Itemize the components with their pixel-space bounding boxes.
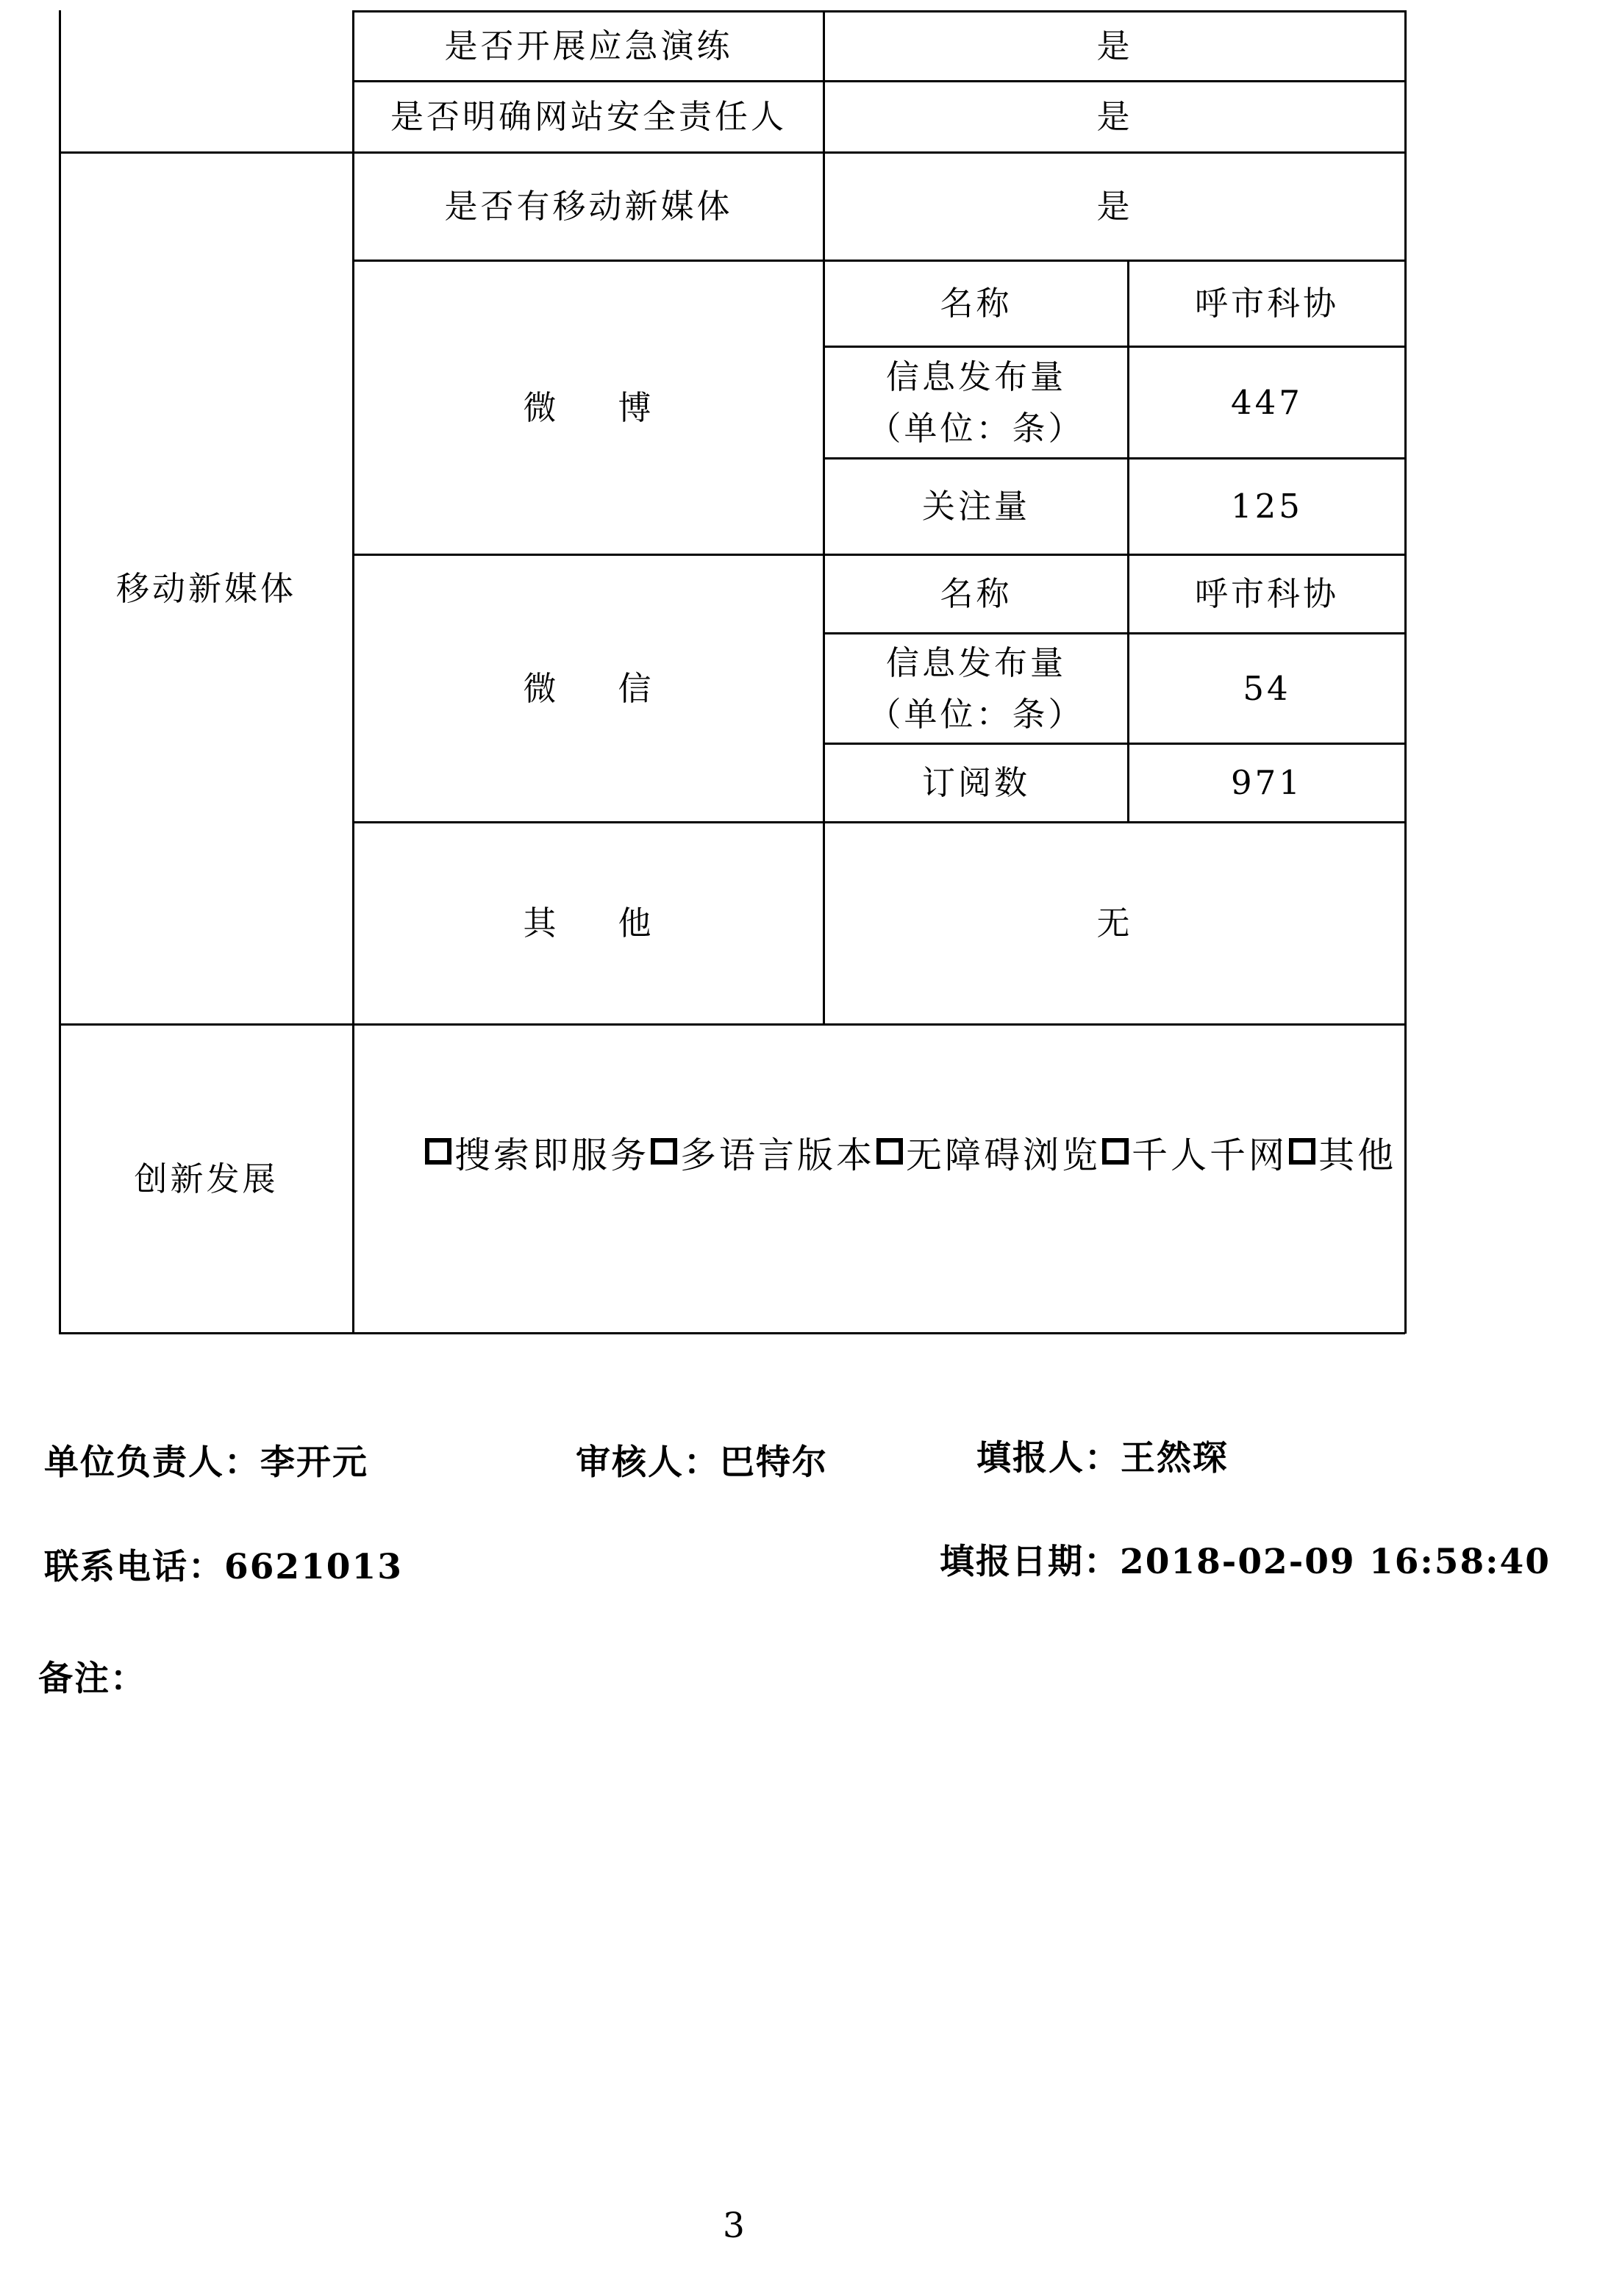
weibo-name-label: 名称 — [940, 284, 1012, 323]
mobile-media-section-label: 移动新媒体 — [115, 568, 296, 608]
weibo-posts-label-line1: 信息发布量 — [885, 357, 1066, 396]
wechat-posts-label — [825, 634, 1127, 743]
report-date-line — [940, 1534, 1551, 1584]
personalized-web-checkbox[interactable] — [1102, 1138, 1129, 1165]
reviewer-value: 巴特尔 — [720, 1442, 828, 1483]
wechat-subscribers-value: 971 — [1231, 763, 1303, 803]
page-number: 3 — [723, 2206, 745, 2246]
reviewer-line — [576, 1435, 828, 1484]
other-media-label — [354, 823, 823, 1023]
filler-label: 填报人： — [976, 1438, 1121, 1478]
has-mobile-media-value: 是 — [1096, 187, 1133, 226]
search-service-checkbox[interactable] — [425, 1138, 451, 1165]
multilingual-option-label: 多语言版本 — [680, 1134, 876, 1176]
other-media-value: 无 — [1096, 904, 1133, 943]
accessibility-checkbox[interactable] — [876, 1138, 903, 1165]
security-officer-value: 是 — [1096, 97, 1133, 137]
report-date-value: 2018-02-09 16:58:40 — [1120, 1542, 1551, 1582]
has-mobile-media-label: 是否有移动新媒体 — [444, 187, 733, 226]
unit-head-line — [44, 1435, 368, 1484]
weibo-posts-label-line2: （单位：条） — [868, 408, 1085, 448]
wechat-label-char-2: 信 — [618, 668, 654, 708]
wechat-name-label: 名称 — [940, 574, 1012, 614]
unit-head-label: 单位负责人： — [44, 1442, 260, 1483]
filler-line — [976, 1431, 1229, 1480]
weibo-label — [354, 262, 823, 554]
filler-value: 王然琛 — [1121, 1438, 1229, 1478]
other-media-label-char-1: 其 — [523, 904, 560, 943]
phone-label: 联系电话： — [44, 1547, 224, 1587]
remarks-line — [38, 1651, 146, 1700]
unit-head-value: 李开元 — [260, 1442, 368, 1483]
weibo-label-char-1: 微 — [523, 387, 560, 427]
weibo-followers-value: 125 — [1231, 487, 1303, 526]
search-service-option-label: 搜索即服务 — [454, 1134, 650, 1176]
reviewer-label: 审核人： — [576, 1442, 720, 1483]
multilingual-checkbox[interactable] — [651, 1138, 677, 1165]
phone-value: 6621013 — [224, 1547, 403, 1587]
innovation-section-label: 创新发展 — [134, 1159, 279, 1198]
report-date-label: 填报日期： — [940, 1542, 1120, 1582]
wechat-posts-label-line2: （单位：条） — [868, 694, 1085, 734]
other-media-label-char-2: 他 — [618, 904, 654, 943]
weibo-posts-label — [825, 348, 1127, 457]
wechat-posts-value: 54 — [1243, 668, 1291, 708]
other-innovation-checkbox[interactable] — [1289, 1138, 1315, 1165]
remarks-label: 备注： — [38, 1659, 146, 1699]
weibo-label-char-2: 博 — [618, 387, 654, 427]
phone-line — [44, 1539, 403, 1589]
other-innovation-option-label: 其他 — [1318, 1134, 1397, 1176]
personalized-web-option-label: 千人千网 — [1132, 1134, 1288, 1176]
wechat-name-value: 呼市科协 — [1194, 574, 1339, 614]
weibo-followers-label: 关注量 — [921, 487, 1030, 526]
wechat-label — [354, 556, 823, 821]
wechat-posts-label-line1: 信息发布量 — [885, 643, 1066, 682]
accessibility-option-label: 无障碍浏览 — [906, 1134, 1101, 1176]
weibo-posts-value: 447 — [1231, 382, 1303, 422]
emergency-drill-label: 是否开展应急演练 — [444, 26, 733, 65]
wechat-subscribers-label: 订阅数 — [921, 763, 1030, 803]
security-officer-label: 是否明确网站安全责任人 — [390, 97, 787, 137]
emergency-drill-value: 是 — [1096, 26, 1133, 65]
innovation-options — [425, 1131, 1398, 1175]
weibo-name-value: 呼市科协 — [1194, 284, 1339, 323]
wechat-label-char-1: 微 — [523, 668, 560, 708]
